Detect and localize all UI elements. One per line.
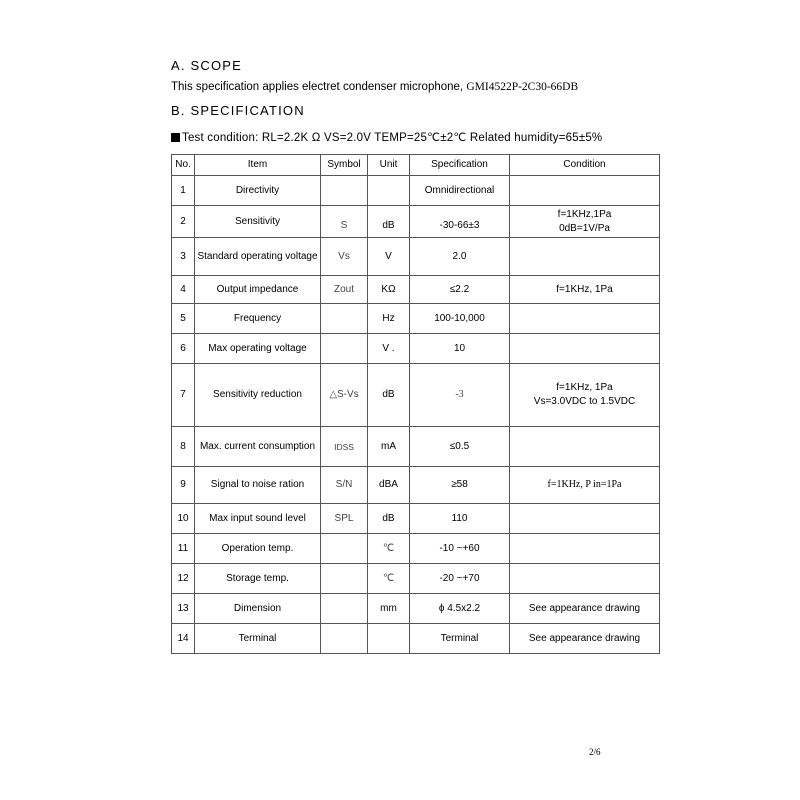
cell-no: 13 [172, 594, 195, 624]
cell-symbol [321, 304, 368, 334]
cell-condition [510, 176, 660, 206]
cell-condition [510, 427, 660, 467]
cell-symbol [321, 594, 368, 624]
cell-symbol: SPL [321, 504, 368, 534]
table-row [172, 427, 660, 467]
table-row [172, 467, 660, 504]
table-row [172, 564, 660, 594]
cell-spec: ≤0.5 [410, 427, 510, 467]
cell-item: Directivity [195, 176, 321, 206]
header-symbol: Symbol [321, 155, 368, 176]
scope-heading: A. SCOPE [171, 58, 243, 73]
cell-condition [510, 534, 660, 564]
cell-item: Terminal [195, 624, 321, 654]
cell-item: Standard operating voltage [195, 238, 321, 276]
cell-spec: ϕ 4.5x2.2 [410, 594, 510, 624]
cell-spec: Terminal [410, 624, 510, 654]
cell-spec: ≥58 [410, 467, 510, 504]
cell-no: 5 [172, 304, 195, 334]
cell-item: Max operating voltage [195, 334, 321, 364]
black-square-bullet-icon [171, 133, 180, 142]
cell-spec: -30-66±3 [410, 206, 510, 238]
cell-spec: -3 [410, 364, 510, 427]
condition-line: f=1KHz, 1Pa [556, 283, 613, 295]
cell-spec: -10 ~+60 [410, 534, 510, 564]
table-row [172, 624, 660, 654]
cell-item: Sensitivity reduction [195, 364, 321, 427]
cell-condition [510, 504, 660, 534]
condition-line: f=1KHz,1Pa [557, 208, 612, 220]
cell-item: Signal to noise ration [195, 467, 321, 504]
cell-item: Sensitivity [195, 206, 321, 238]
cell-no: 6 [172, 334, 195, 364]
cell-symbol: Vs [321, 238, 368, 276]
cell-symbol [321, 624, 368, 654]
cell-no: 8 [172, 427, 195, 467]
scope-statement [171, 81, 578, 93]
cell-no: 3 [172, 238, 195, 276]
cell-spec: 2.0 [410, 238, 510, 276]
cell-item: Max. current consumption [195, 427, 321, 467]
cell-symbol: S/N [321, 467, 368, 504]
table-row [172, 334, 660, 364]
cell-no: 2 [172, 206, 195, 238]
cell-no: 11 [172, 534, 195, 564]
cell-symbol: △S-Vs [321, 364, 368, 427]
cell-no: 4 [172, 276, 195, 304]
table-row [172, 364, 660, 427]
table-row [172, 206, 660, 238]
cell-unit: V . [368, 334, 410, 364]
page-number: 2/6 [589, 747, 601, 757]
cell-unit: ℃ [368, 564, 410, 594]
header-unit: Unit [368, 155, 410, 176]
table-row [172, 304, 660, 334]
table-row [172, 176, 660, 206]
header-item: Item [195, 155, 321, 176]
cell-unit [368, 176, 410, 206]
specification-heading: B. SPECIFICATION [171, 103, 305, 118]
cell-symbol [321, 334, 368, 364]
condition-line: See appearance drawing [528, 602, 641, 614]
scope-text: This specification applies electret condenser microphone, [171, 81, 464, 93]
specification-table [171, 154, 660, 654]
cell-unit: mm [368, 594, 410, 624]
cell-symbol [321, 176, 368, 206]
cell-unit: dB [368, 364, 410, 427]
test-condition-text: Test condition: RL=2.2K Ω VS=2.0V TEMP=25℃±2℃ Related humidity=65±5% [182, 132, 603, 144]
cell-no: 9 [172, 467, 195, 504]
cell-no: 10 [172, 504, 195, 534]
cell-condition [510, 304, 660, 334]
cell-unit: KΩ [368, 276, 410, 304]
cell-no: 1 [172, 176, 195, 206]
cell-condition [510, 206, 660, 238]
cell-condition [510, 238, 660, 276]
cell-symbol [321, 534, 368, 564]
cell-item: Frequency [195, 304, 321, 334]
cell-spec: 110 [410, 504, 510, 534]
condition-line: f=1KHz, 1Pa [556, 382, 613, 393]
test-condition [171, 130, 602, 144]
header-condition: Condition [510, 155, 660, 176]
cell-condition [510, 334, 660, 364]
cell-item: Output impedance [195, 276, 321, 304]
cell-spec: ≤2.2 [410, 276, 510, 304]
cell-unit: ℃ [368, 534, 410, 564]
cell-unit: dB [368, 504, 410, 534]
model-number: GMI4522P-2C30-66DB [466, 81, 579, 93]
cell-condition [510, 564, 660, 594]
condition-line: Vs=3.0VDC to 1.5VDC [533, 396, 636, 407]
cell-unit: Hz [368, 304, 410, 334]
cell-condition [510, 276, 660, 304]
cell-no: 7 [172, 364, 195, 427]
cell-symbol [321, 564, 368, 594]
cell-unit: dBA [368, 467, 410, 504]
header-no: No. [172, 155, 195, 176]
cell-condition [510, 467, 660, 504]
cell-no: 12 [172, 564, 195, 594]
cell-spec: -20 ~+70 [410, 564, 510, 594]
table-row [172, 504, 660, 534]
table-row [172, 238, 660, 276]
cell-item: Max input sound level [195, 504, 321, 534]
cell-spec: Omnidirectional [410, 176, 510, 206]
cell-no: 14 [172, 624, 195, 654]
cell-item: Dimension [195, 594, 321, 624]
cell-unit: mA [368, 427, 410, 467]
cell-symbol: Zout [321, 276, 368, 304]
header-specification: Specification [410, 155, 510, 176]
cell-symbol: IDSS [321, 427, 368, 467]
cell-spec: 100-10,000 [410, 304, 510, 334]
table-row [172, 276, 660, 304]
table-header-row [172, 155, 660, 176]
cell-unit: V [368, 238, 410, 276]
condition-line: f=1KHz, P in=1Pa [547, 479, 622, 490]
cell-condition [510, 624, 660, 654]
cell-condition [510, 594, 660, 624]
table-row [172, 594, 660, 624]
cell-unit: dB [368, 206, 410, 238]
condition-line: See appearance drawing [528, 632, 641, 644]
cell-spec: 10 [410, 334, 510, 364]
cell-condition [510, 364, 660, 427]
cell-unit [368, 624, 410, 654]
cell-item: Storage temp. [195, 564, 321, 594]
cell-item: Operation temp. [195, 534, 321, 564]
table-row [172, 534, 660, 564]
cell-symbol: S [321, 206, 368, 238]
condition-line: 0dB=1V/Pa [559, 222, 610, 234]
